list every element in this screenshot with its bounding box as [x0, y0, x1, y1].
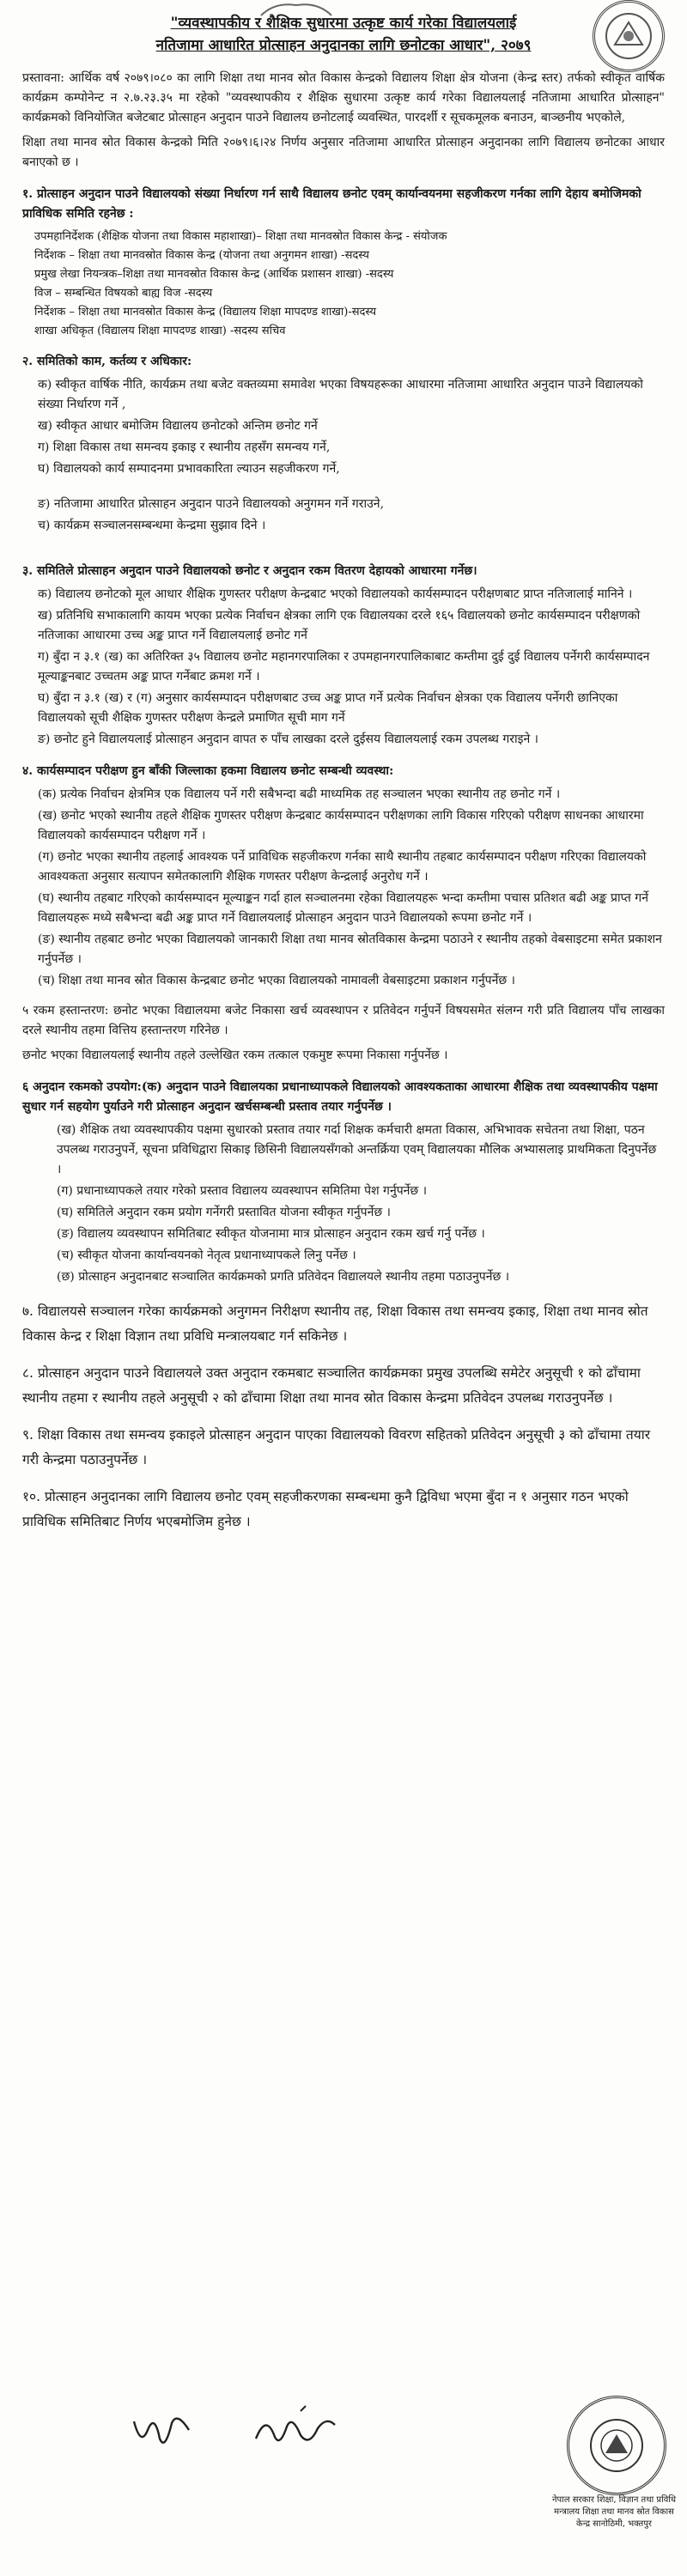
list-item: क) स्वीकृत वार्षिक नीति, कार्यक्रम तथा बजेट वक्तव्यमा समावेश भएका विषयहरूका आधारमा नतिजामा आधारित अनुदान पाउने विद्यालयको संख्या निर्धारण गर्ने , [38, 378, 643, 411]
committee-member: उपमहानिर्देशक (शैक्षिक योजना तथा विकास महाशाखा)– शिक्षा तथा मानवस्रोत विकास केन्द्र - संयोजक [34, 230, 447, 243]
list-item: (घ) समितिले अनुदान रकम प्रयोग गर्नेगरी प्रस्तावित योजना स्वीकृत गर्नुपर्नेछ । [57, 1206, 391, 1219]
list-item: (ग) प्रधानाध्यापकले तयार गरेको प्रस्ताव विद्यालय व्यवस्थापन समितिमा पेश गर्नुपर्नेछ । [57, 1184, 428, 1198]
committee-member: निर्देशक – शिक्षा तथा मानवस्रोत विकास केन्द्र (विद्यालय शिक्षा मापदण्ड शाखा)-सदस्य [34, 306, 377, 319]
title-line-1: "व्यवस्थापकीय र शैक्षिक सुधारमा उत्कृष्ट कार्य गरेका विद्यालयलाई [170, 15, 517, 32]
section-5-note: छनोट भएका विद्यालयलाई स्थानीय तहले उल्लेखित रकम तत्काल एकमुष्ट रूपमा निकासा गर्नुपर्नेछ । [22, 1048, 448, 1062]
list-item: (छ) प्रोत्साहन अनुदानबाट सञ्चालित कार्यक्रमको प्रगति प्रतिवेदन विद्यालयले स्थानीय तहमा पठाउनुपर्नेछ । [57, 1270, 510, 1284]
list-item: (ख) छनोट भएको स्थानीय तहले शैक्षिक गुणस्तर परीक्षण केन्द्रबाट कार्यसम्पादन परीक्षणका लागि विकास गरिएको परीक्षण साधनका आधारमा विद्यालयको कार्यसम्पादन परीक्षण गर्ने । [38, 809, 644, 842]
intro-paragraph: प्रस्तावना: आर्थिक वर्ष २०७९।०८० का लागि शिक्षा तथा मानव स्रोत विकास केन्द्रको विद्यालय शिक्षा क्षेत्र योजना (केन्द्र स्तर) तर्फको स्वीकृत वार्षिक कार्यक्रम कम्पोनेन्ट न २.७.२३.३५ मा रहेको "व्यवस्थापकीय र शैक्षिक सुधारमा उत्कृष्ट कार्य गरेका विद्यालयलाई नतिजामा आधारित प्रोत्साहन" कार्यक्रमको विनियोजित बजेटबाट प्रोत्साहन अनुदान पाउने विद्यालय छनोटलाई व्यवस्थित, पारदर्शी र सूचकमूलक बनाउन, बाञ्छनीय भएकोले, [22, 71, 665, 125]
committee-member: शाखा अधिकृत (विद्यालय शिक्षा मापदण्ड शाखा) -सदस्य सचिव [34, 325, 286, 337]
list-item: (घ) स्थानीय तहबाट गरिएको कार्यसम्पादन मूल्याङ्कन गर्दा हाल सञ्चालनमा रहेका विद्यालयहरू भन्दा कम्तीमा पचास प्रतिशत बढी अङ्क प्राप्त गर्ने विद्यालयहरू मध्ये सबैभन्दा बढी अङ्क प्राप्त गर्ने विद्यालयलाई प्रोत्साहन अनुदान पाउने विद्यालयको रूपमा छनोट गर्ने । [38, 891, 648, 925]
list-item: ङ) नतिजामा आधारित प्रोत्साहन अनुदान पाउने विद्यालयको अनुगमन गर्ने गराउने, [38, 497, 385, 511]
list-item: (ग) छनोट भएका स्थानीय तहलाई आवश्यक पर्ने प्राविधिक सहजीकरण गर्नका साथै स्थानीय तहबाट कार्यसम्पादन परीक्षण गरिएका विद्यालयको आवश्यकता अनुसार सत्यापन समेतकालागि शैक्षिक गणस्तर परीक्षण केन्द्रलाई अनुरोध गर्ने । [38, 850, 647, 884]
committee-member: निर्देशक – शिक्षा तथा मानवस्रोत विकास केन्द्र (योजना तथा अनुगमन शाखा) -सदस्य [34, 249, 369, 262]
signature-1 [129, 2404, 206, 2459]
section-3-title: ३. समितिले प्रोत्साहन अनुदान पाउने विद्यालयको छनोट र अनुदान रकम वितरण देहायको आधारमा गर्नेछ। [22, 564, 477, 578]
section-5-paragraph: ५ रकम हस्तान्तरण: छनोट भएका विद्यालयमा बजेट निकासा खर्च व्यवस्थापन र प्रतिवेदन गर्नुपर्ने विषयसमेत संलग्न गरी प्रति विद्यालय पाँच लाखका दरले स्थानीय तहमा वित्तिय हस्तान्तरण गरिनेछ । [22, 1004, 665, 1037]
list-item: च) कार्यक्रम सञ्चालनसम्बन्धमा केन्द्रमा सुझाव दिने । [38, 519, 266, 532]
list-item: ग) बुँदा न ३.१ (ख) का अतिरिक्त ३५ विद्यालय छनोट महानगरपालिका र उपमहानगरपालिकाबाट कम्तीमा दुई दुई विद्यालय पर्नेगरी कार्यसम्पादन मूल्याङ्कनबाट उच्चतम अङ्क प्राप्त गर्नेबाट क्रमश गर्ने । [38, 650, 650, 683]
list-item: ग) शिक्षा विकास तथा समन्वय इकाइ र स्थानीय तहसँग समन्वय गर्ने, [38, 440, 331, 454]
list-item: (च) स्वीकृत योजना कार्यान्वयनको नेतृत्व प्रधानाध्यापकले लिनु पर्नेछ । [57, 1249, 356, 1262]
document-body [22, 69, 665, 1540]
section-4-title: ४. कार्यसम्पादन परीक्षण हुन बाँकी जिल्लाका हकमा विद्यालय छनोट सम्बन्धी व्यवस्था: [22, 764, 394, 778]
list-item: घ) बुँदा न ३.१ (ख) र (ग) अनुसार कार्यसम्पादन परीक्षणबाट उच्च अङ्क प्राप्त गर्ने प्रत्येक निर्वाचन क्षेत्रका एक विद्यालय पर्नेगरी छानिएका विद्यालयको सूची शैक्षिक गुणस्तर परीक्षण केन्द्रले प्रमाणित सूची माग गर्ने [38, 691, 618, 725]
intro-decision: शिक्षा तथा मानव स्रोत विकास केन्द्रको मिति २०७९।६।२४ निर्णय अनुसार नतिजामा आधारित प्रोत्साहन अनुदानका लागि विद्यालय छनोटका आधार बनाएको छ । [22, 136, 665, 169]
official-stamp [567, 2396, 666, 2495]
signature-2 [249, 2404, 344, 2459]
government-emblem [593, 0, 665, 72]
list-item: (ङ) विद्यालय व्यवस्थापन समितिबाट स्वीकृत योजनामा मात्र प्रोत्साहन अनुदान रकम खर्च गर्नु पर्नेछ । [57, 1227, 485, 1241]
list-item: ङ) छनोट हुने विद्यालयलाई प्रोत्साहन अनुदान वापत रु पाँच लाखका दरले दुईसय विद्यालयलाई रकम उपलब्ध गराइने । [38, 732, 538, 746]
committee-member: प्रमुख लेखा नियन्त्रक–शिक्षा तथा मानवस्रोत विकास केन्द्र (आर्थिक प्रशासन शाखा) -सदस्य [34, 268, 394, 281]
title-line-2: नतिजामा आधारित प्रोत्साहन अनुदानका लागि छनोटका आधार", २०७९ [155, 37, 532, 54]
section-1-title: १. प्रोत्साहन अनुदान पाउने विद्यालयको संख्या निर्धारण गर्न साथै विद्यालय छनोट एवम् कार्यान्वयनमा सहजीकरण गर्नका लागि देहाय बमोजिमको प्राविधिक समिति रहनेछ : [22, 187, 641, 221]
list-item: ख) स्वीकृत आधार बमोजिम विद्यालय छनोटको अन्तिम छनोट गर्ने [38, 419, 318, 433]
list-item: (ख) शैक्षिक तथा व्यवस्थापकीय पक्षमा सुधारको प्रस्ताव तयार गर्दा शिक्षक कर्मचारी क्षमता विकास, अभिभावक सचेतना तथा शिक्षा, पठन उपलब्ध गराउनुपर्ने, सूचना प्रविधिद्वारा सिकाइ छिसिनी विद्यालयसँगको अन्तर्क्रिया एवम् विद्यालयका मौलिक अभ्यासलाइ प्राथमिकता दिनुपर्नेछ । [57, 1123, 657, 1176]
closing-paragraph: १०. प्रोत्साहन अनुदानका लागि विद्यालय छनोट एवम् सहजीकरणका सम्बन्धमा कुनै द्विविधा भएमा बुँदा न १ अनुसार गठन भएको प्राविधिक समितिबाट निर्णय भएबमोजिम हुनेछ । [22, 1489, 629, 1529]
stamp-caption: नेपाल सरकार शिक्षा, विज्ञान तथा प्रविधि मन्त्रालय शिक्षा तथा मानव स्रोत विकास केन्द्र सानोठिमी, भक्तपुर [552, 2495, 676, 2529]
section-2-title: २. समितिको काम, कर्तव्य र अधिकार: [22, 355, 192, 368]
list-item: क) विद्यालय छनोटको मूल आधार शैक्षिक गुणस्तर परीक्षण केन्द्रबाट भएको विद्यालयको कार्यसम्पादन परीक्षणबाट प्राप्त नतिजालाई मानिने । [38, 587, 633, 601]
section-6-title: ६ अनुदान रकमको उपयोग:(क) अनुदान पाउने विद्यालयका प्रधानाध्यापकले विद्यालयको आवश्यकताका आधारमा शैक्षिक तथा व्यवस्थापकीय पक्षमा सुधार गर्न सहयोग पुर्याउने गरी प्रोत्साहन अनुदान खर्चसम्बन्धी प्रस्ताव तयार गर्नुपर्नेछ । [22, 1080, 658, 1114]
list-item: ख) प्रतिनिधि सभाकालागि कायम भएका प्रत्येक निर्वाचन क्षेत्रका लागि एक विद्यालयका दरले १६५ विद्यालयको छनोट कार्यसम्पादन परीक्षणको नतिजाका आधारमा उच्च अङ्क प्राप्त गर्ने विद्यालयलाई छनोट गर्ने [38, 609, 641, 642]
list-item: (क) प्रत्येक निर्वाचन क्षेत्रमित्र एक विद्यालय पर्ने गरी सबैभन्दा बढी माध्यमिक तह सञ्चालन भएका स्थानीय तह छनोट गर्ने । [38, 787, 561, 801]
closing-paragraph: ८. प्रोत्साहन अनुदान पाउने विद्यालयले उक्त अनुदान रकमबाट सञ्चालित कार्यक्रमका प्रमुख उपलब्धि समेटेर अनुसूची १ को ढाँचामा स्थानीय तहमा र स्थानीय तहले अनुसूची २ को ढाँचामा शिक्षा तथा मानव स्रोत विकास केन्द्रमा प्रतिवेदन उपलब्ध गराउनुपर्नेछ । [22, 1365, 641, 1406]
list-item: घ) विद्यालयको कार्य सम्पादनमा प्रभावकारिता ल्याउन सहजीकरण गर्ने, [38, 462, 340, 476]
closing-paragraph: ९. शिक्षा विकास तथा समन्वय इकाइले प्रोत्साहन अनुदान पाएका विद्यालयको विवरण सहितको प्रतिवेदन अनुसूची ३ को ढाँचामा तयार गरी केन्द्रमा पठाउनुपर्नेछ । [22, 1427, 651, 1467]
list-item: (ङ) स्थानीय तहबाट छनोट भएका विद्यालयको जानकारी शिक्षा तथा मानव स्रोतविकास केन्द्रमा पठाउने र स्थानीय तहको वेबसाइटमा समेत प्रकाशन गर्नुपर्नेछ । [38, 933, 662, 966]
closing-paragraph: ७. विद्यालयसे सञ्चालन गरेका कार्यक्रमको अनुगमन निरीक्षण स्थानीय तह, शिक्षा विकास तथा समन्वय इकाइ, शिक्षा तथा मानव स्रोत विकास केन्द्र र शिक्षा विज्ञान तथा प्रविधि मन्त्रालयबाट गर्न सकिनेछ । [22, 1303, 648, 1344]
committee-member: विज – सम्बन्धित विषयको बाह्य विज -सदस्य [34, 287, 213, 300]
list-item: (च) शिक्षा तथा मानव स्रोत विकास केन्द्रबाट छनोट भएका विद्यालयको नामावली वेबसाइटमा प्रकाशन गर्नुपर्नेछ । [38, 974, 515, 987]
document-header [103, 12, 584, 57]
